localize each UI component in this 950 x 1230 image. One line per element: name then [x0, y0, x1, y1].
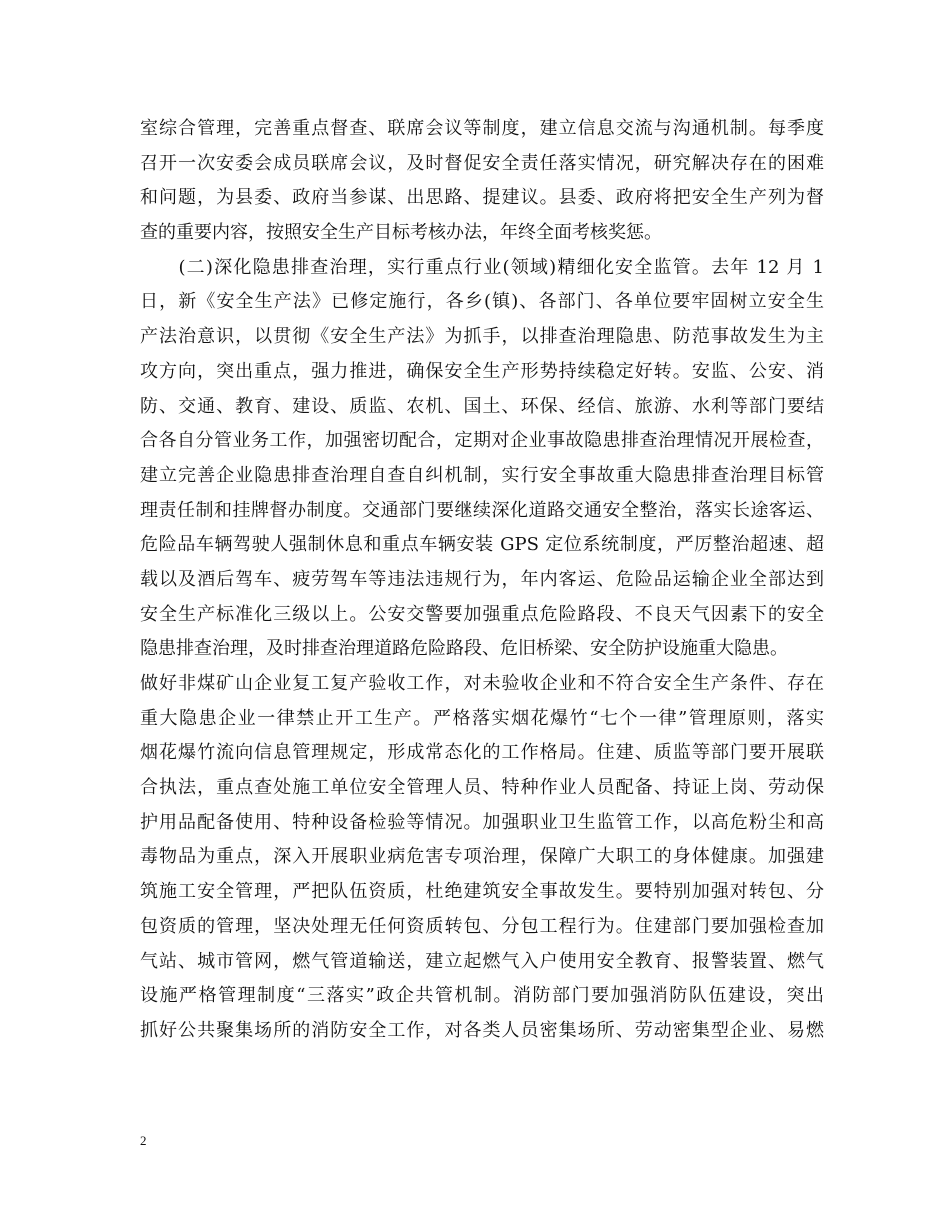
text-line: 召开一次安委会成员联席会议，及时督促安全责任落实情况，研究解决存在的困难 — [140, 152, 824, 174]
text-line: 攻方向，突出重点，强力推进，确保安全生产形势持续稳定好转。安监、公安、消 — [140, 360, 824, 382]
text-line: 做好非煤矿山企业复工复产验收工作，对未验收企业和不符合安全生产条件、存在 — [140, 673, 824, 694]
body-text — [140, 112, 824, 1049]
text-line: 合各自分管业务工作，加强密切配合，定期对企业事故隐患排查治理情况开展检查， — [140, 430, 824, 452]
text-line: 理责任制和挂牌督办制度。交通部门要继续深化道路交通安全整治，落实长途客运、 — [140, 499, 824, 521]
text-line: 护用品配备使用、特种设备检验等情况。加强职业卫生监管工作，以高危粉尘和高 — [140, 811, 824, 833]
text-line: 和问题，为县委、政府当参谋、出思路、提建议。县委、政府将把安全生产列为督 — [140, 187, 824, 209]
text-line: 气站、城市管网，燃气管道输送，建立起燃气入户使用安全教育、报警装置、燃气 — [140, 950, 824, 972]
text-line: 建立完善企业隐患排查治理自查自纠机制，实行安全事故重大隐患排查治理目标管 — [140, 464, 824, 486]
text-line: 危险品车辆驾驶人强制休息和重点车辆安装 GPS 定位系统制度，严厉整治超速、超 — [140, 534, 824, 556]
text-line: 毒物品为重点，深入开展职业病危害专项治理，保障广大职工的身体健康。加强建 — [140, 846, 824, 868]
text-line: 日，新《安全生产法》已修定施行，各乡(镇)、各部门、各单位要牢固树立安全生 — [140, 291, 824, 313]
text-line: (二)深化隐患排查治理，实行重点行业(领域)精细化安全监管。去年 12 月 1 — [140, 256, 824, 278]
text-line: 隐患排查治理，及时排查治理道路危险路段、危旧桥梁、安全防护设施重大隐患。 — [140, 638, 788, 660]
text-line: 产法治意识，以贯彻《安全生产法》为抓手，以排查治理隐患、防范事故发生为主 — [140, 326, 824, 348]
text-line: 抓好公共聚集场所的消防安全工作，对各类人员密集场所、劳动密集型企业、易燃 — [140, 1019, 824, 1041]
text-line: 重大隐患企业一律禁止开工生产。严格落实烟花爆竹“七个一律”管理原则，落实 — [140, 707, 824, 729]
text-line: 室综合管理，完善重点督查、联席会议等制度，建立信息交流与沟通机制。每季度 — [140, 118, 824, 139]
page-number: 2 — [140, 1133, 147, 1148]
text-line: 查的重要内容，按照安全生产目标考核办法，年终全面考核奖惩。 — [140, 222, 662, 244]
text-line: 包资质的管理，坚决处理无任何资质转包、分包工程行为。住建部门要加强检查加 — [140, 915, 824, 937]
text-line: 载以及酒后驾车、疲劳驾车等违法违规行为，年内客运、危险品运输企业全部达到 — [140, 568, 824, 590]
text-line: 合执法，重点查处施工单位安全管理人员、特种作业人员配备、持证上岗、劳动保 — [140, 777, 824, 799]
text-line: 防、交通、教育、建设、质监、农机、国土、环保、经信、旅游、水利等部门要结 — [140, 395, 824, 417]
text-line: 烟花爆竹流向信息管理规定，形成常态化的工作格局。住建、质监等部门要开展联 — [140, 742, 824, 764]
text-line: 设施严格管理制度“三落实”政企共管机制。消防部门要加强消防队伍建设，突出 — [140, 985, 824, 1007]
text-line: 安全生产标准化三级以上。公安交警要加强重点危险路段、不良天气因素下的安全 — [140, 603, 824, 625]
text-line: 筑施工安全管理，严把队伍资质，杜绝建筑安全事故发生。要特别加强对转包、分 — [140, 881, 824, 903]
